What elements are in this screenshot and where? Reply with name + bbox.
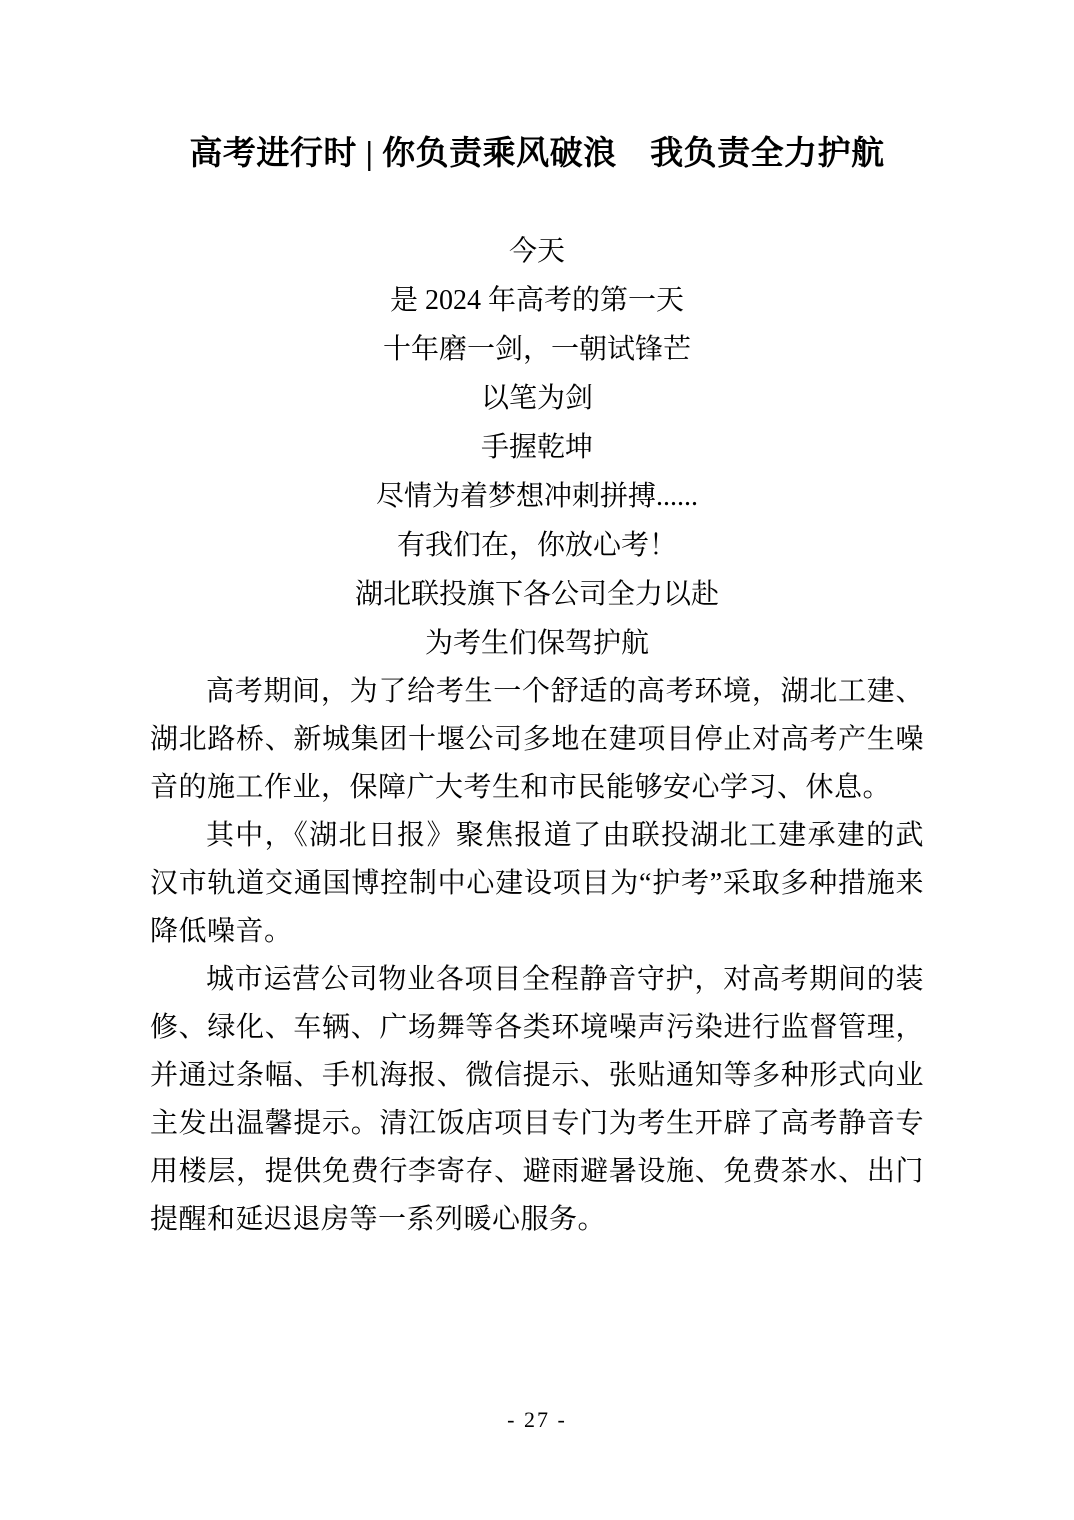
body-paragraph: 其中，《湖北日报》聚焦报道了由联投湖北工建承建的武汉市轨道交通国博控制中心建设项目为“护考”采取多种措施来降低噪音。 bbox=[150, 820, 924, 947]
poem-line: 以笔为剑 bbox=[480, 383, 593, 414]
body-paragraph: 城市运营公司物业各项目全程静音守护，对高考期间的装修、绿化、车辆、广场舞等各类环境噪声污染进行监督管理，并通过条幅、手机海报、微信提示、张贴通知等多种形式向业主发出温馨提示。清江饭店项目专门为考生开辟了高考静音专用楼层，提供免费行李寄存、避雨避暑设施、免费茶水、出门提醒和延迟退房等一系列暖心服务。 bbox=[150, 964, 924, 1235]
document-content bbox=[150, 136, 924, 1244]
page-title: 高考进行时 | 你负责乘风破浪 我负责全力护航 bbox=[189, 136, 885, 172]
body-paragraph: 高考期间，为了给考生一个舒适的高考环境，湖北工建、湖北路桥、新城集团十堰公司多地在建项目停止对高考产生噪音的施工作业，保障广大考生和市民能够安心学习、休息。 bbox=[150, 676, 924, 803]
poem-line: 湖北联投旗下各公司全力以赴 bbox=[354, 579, 719, 610]
poem-line: 十年磨一剑，一朝试锋芒 bbox=[382, 334, 691, 365]
poem-section bbox=[150, 227, 924, 668]
poem-line: 手握乾坤 bbox=[480, 432, 593, 463]
poem-line: 是 2024 年高考的第一天 bbox=[389, 285, 684, 316]
poem-line: 有我们在，你放心考！ bbox=[396, 530, 677, 561]
page-number: - 27 - bbox=[507, 1407, 567, 1432]
poem-line: 今天 bbox=[508, 236, 565, 267]
poem-line: 为考生们保驾护航 bbox=[424, 628, 649, 659]
poem-line: 尽情为着梦想冲刺拼搏...... bbox=[375, 481, 698, 512]
body-section bbox=[150, 668, 924, 1244]
